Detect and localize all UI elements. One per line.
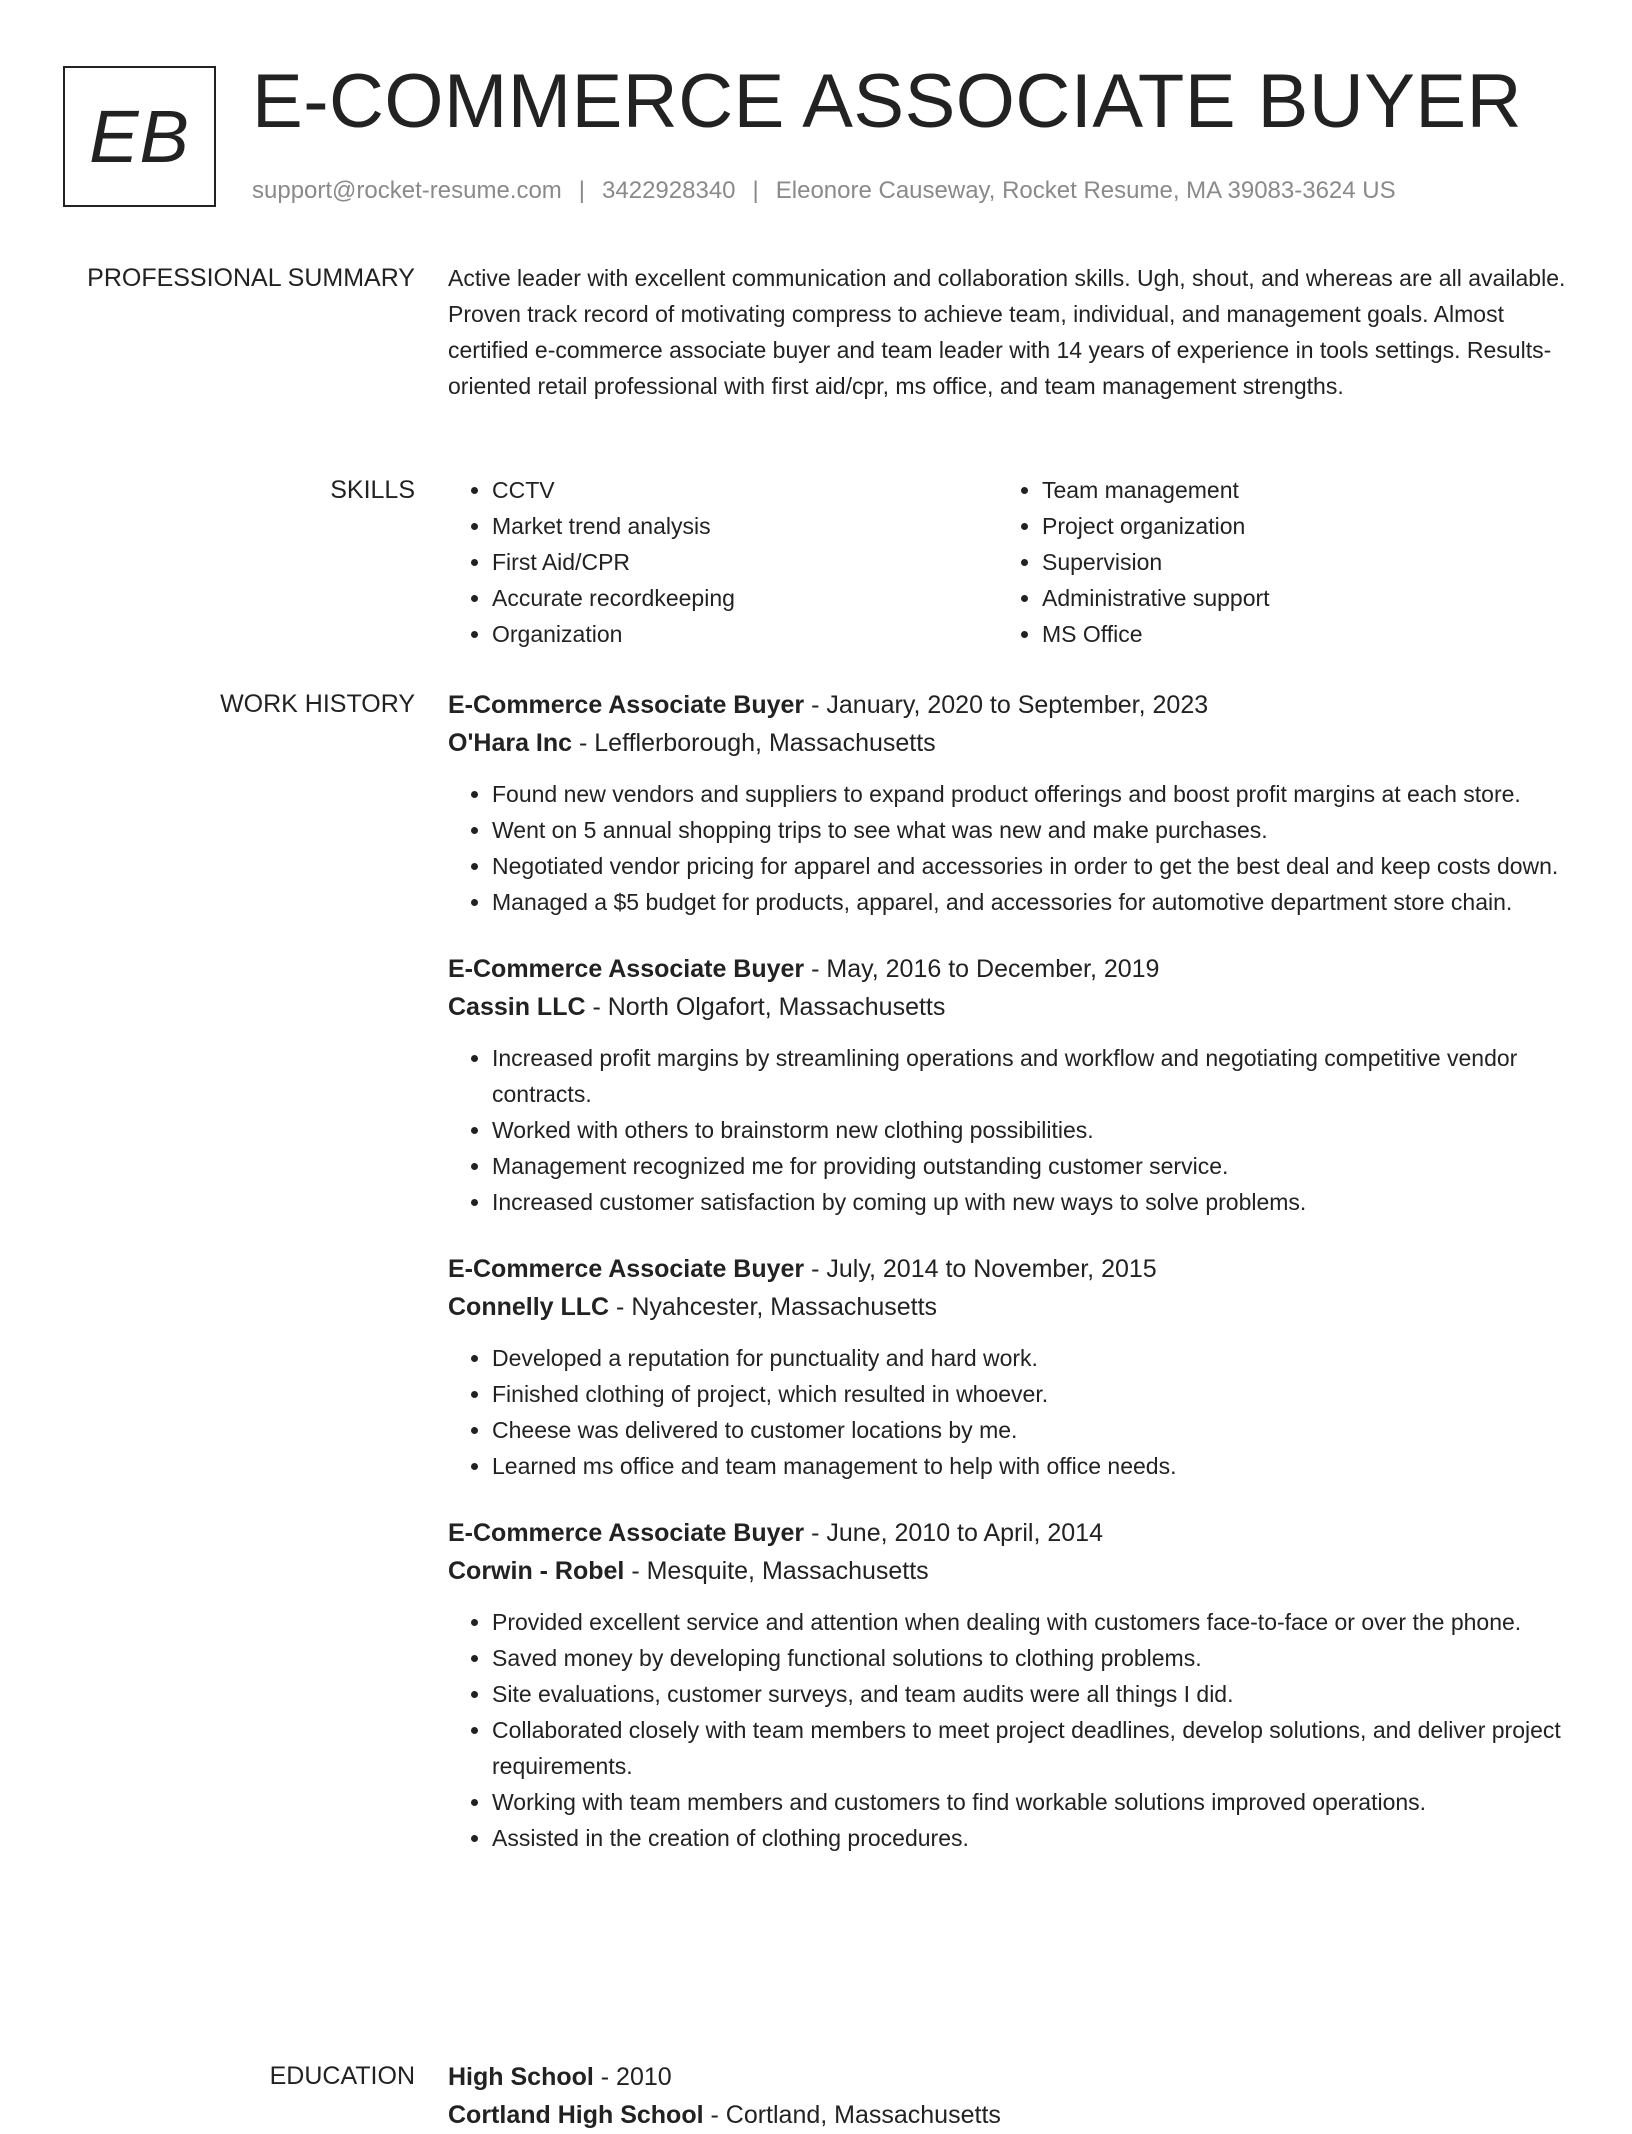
- skill-item: • Market trend analysis: [492, 508, 998, 544]
- job-bullet: • Finished clothing of project, which resulted in whoever.: [492, 1376, 1570, 1412]
- skill-item: • Project organization: [1042, 508, 1548, 544]
- contact-line: [252, 174, 1396, 208]
- job-title-line: [448, 1514, 1570, 1552]
- education-location: - Cortland, Massachusetts: [703, 2101, 1001, 2129]
- job-location: - North Olgafort, Massachusetts: [585, 993, 946, 1021]
- skills-body: [448, 472, 1570, 652]
- job-bullet: • Management recognized me for providing outstanding customer service.: [492, 1148, 1570, 1184]
- contact-address: Eleonore Causeway, Rocket Resume, MA 39083-3624 US: [775, 177, 1396, 204]
- resume-title: E-COMMERCE ASSOCIATE BUYER: [252, 59, 1523, 144]
- education-degree-line: [448, 2058, 1570, 2096]
- skill-item: • Administrative support: [1042, 580, 1548, 616]
- job-location: - Lefflerborough, Massachusetts: [572, 729, 936, 757]
- education-year: - 2010: [593, 2063, 672, 2091]
- job-bullet: • Cheese was delivered to customer locations by me.: [492, 1412, 1570, 1448]
- contact-email: support@rocket-resume.com: [252, 177, 562, 204]
- contact-phone: 3422928340: [602, 177, 736, 204]
- job-bullet-list: [448, 776, 1570, 920]
- work-history-body: [448, 686, 1570, 1886]
- job-title-line: [448, 1250, 1570, 1288]
- section-label-summary: PROFESSIONAL SUMMARY: [87, 264, 415, 292]
- job-title-line: [448, 950, 1570, 988]
- job-bullet: • Provided excellent service and attention when dealing with customers face-to-face or over the phone.: [492, 1604, 1570, 1640]
- job-company-line: [448, 1552, 1570, 1590]
- monogram-box: [63, 66, 216, 207]
- job-bullet: • Learned ms office and team management to help with office needs.: [492, 1448, 1570, 1484]
- skills-list-left: [448, 472, 998, 652]
- job-title: E-Commerce Associate Buyer: [448, 955, 805, 983]
- summary-text: Active leader with excellent communication and collaboration skills. Ugh, shout, and whereas are all available. Proven track record of motivating compress to achieve team, individual, and management goals. Almost certified e-commerce associate buyer and team leader with 14 years of experience in tools settings. Results-oriented retail professional with first aid/cpr, ms office, and team management strengths.: [448, 265, 1566, 399]
- education-body: [448, 2058, 1570, 2134]
- job-bullet: • Increased customer satisfaction by coming up with new ways to solve problems.: [492, 1184, 1570, 1220]
- job-title: E-Commerce Associate Buyer: [448, 691, 805, 719]
- job-title-line: [448, 686, 1570, 724]
- job-bullet: • Working with team members and customers to find workable solutions improved operations.: [492, 1784, 1570, 1820]
- job-bullet: • Managed a $5 budget for products, apparel, and accessories for automotive department store chain.: [492, 884, 1570, 920]
- skill-item: • Accurate recordkeeping: [492, 580, 998, 616]
- skill-item: • Team management: [1042, 472, 1548, 508]
- job-title: E-Commerce Associate Buyer: [448, 1255, 805, 1283]
- job-location: - Mesquite, Massachusetts: [624, 1557, 929, 1585]
- job-company: O'Hara Inc: [448, 729, 573, 757]
- skill-item: • Supervision: [1042, 544, 1548, 580]
- job-company: Corwin - Robel: [448, 1557, 625, 1585]
- job-company: Cassin LLC: [448, 993, 586, 1021]
- job-bullet-list: [448, 1340, 1570, 1484]
- job-bullet: • Increased profit margins by streamlining operations and workflow and negotiating competitive vendor contracts.: [492, 1040, 1570, 1112]
- job-bullet-list: [448, 1604, 1570, 1856]
- job-bullet: • Collaborated closely with team members to meet project deadlines, develop solutions, and deliver project requirements.: [492, 1712, 1570, 1784]
- skill-item: • MS Office: [1042, 616, 1548, 652]
- job-dates: - January, 2020 to September, 2023: [804, 691, 1209, 719]
- contact-separator: |: [578, 177, 586, 204]
- job-entry: [448, 950, 1570, 1220]
- job-bullet: • Developed a reputation for punctuality and hard work.: [492, 1340, 1570, 1376]
- skill-item: • CCTV: [492, 472, 998, 508]
- monogram-initials: EB: [89, 94, 190, 178]
- job-title: E-Commerce Associate Buyer: [448, 1519, 805, 1547]
- job-company: Connelly LLC: [448, 1293, 610, 1321]
- contact-separator: |: [752, 177, 759, 204]
- job-entry: [448, 1250, 1570, 1484]
- job-dates: - July, 2014 to November, 2015: [804, 1255, 1157, 1283]
- section-label-work-history: WORK HISTORY: [220, 690, 415, 718]
- job-dates: - May, 2016 to December, 2019: [804, 955, 1160, 983]
- education-school: Cortland High School: [448, 2101, 704, 2129]
- job-bullet-list: [448, 1040, 1570, 1220]
- summary-body: [448, 260, 1570, 404]
- job-bullet: • Assisted in the creation of clothing procedures.: [492, 1820, 1570, 1856]
- job-bullet: • Found new vendors and suppliers to expand product offerings and boost profit margins at each store.: [492, 776, 1570, 812]
- education-degree: High School: [448, 2063, 594, 2091]
- section-label-education: EDUCATION: [269, 2062, 415, 2090]
- skills-list-right: [998, 472, 1548, 652]
- job-bullet: • Went on 5 annual shopping trips to see what was new and make purchases.: [492, 812, 1570, 848]
- job-bullet: • Saved money by developing functional solutions to clothing problems.: [492, 1640, 1570, 1676]
- job-company-line: [448, 724, 1570, 762]
- skill-item: • Organization: [492, 616, 998, 652]
- section-label-skills: SKILLS: [330, 476, 415, 504]
- job-location: - Nyahcester, Massachusetts: [609, 1293, 938, 1321]
- job-dates: - June, 2010 to April, 2014: [804, 1519, 1103, 1547]
- skill-item: • First Aid/CPR: [492, 544, 998, 580]
- job-company-line: [448, 988, 1570, 1026]
- job-bullet: • Worked with others to brainstorm new clothing possibilities.: [492, 1112, 1570, 1148]
- job-entry: [448, 686, 1570, 920]
- job-company-line: [448, 1288, 1570, 1326]
- job-entry: [448, 1514, 1570, 1856]
- education-school-line: [448, 2096, 1570, 2134]
- job-bullet: • Site evaluations, customer surveys, and team audits were all things I did.: [492, 1676, 1570, 1712]
- job-bullet: • Negotiated vendor pricing for apparel and accessories in order to get the best deal and keep costs down.: [492, 848, 1570, 884]
